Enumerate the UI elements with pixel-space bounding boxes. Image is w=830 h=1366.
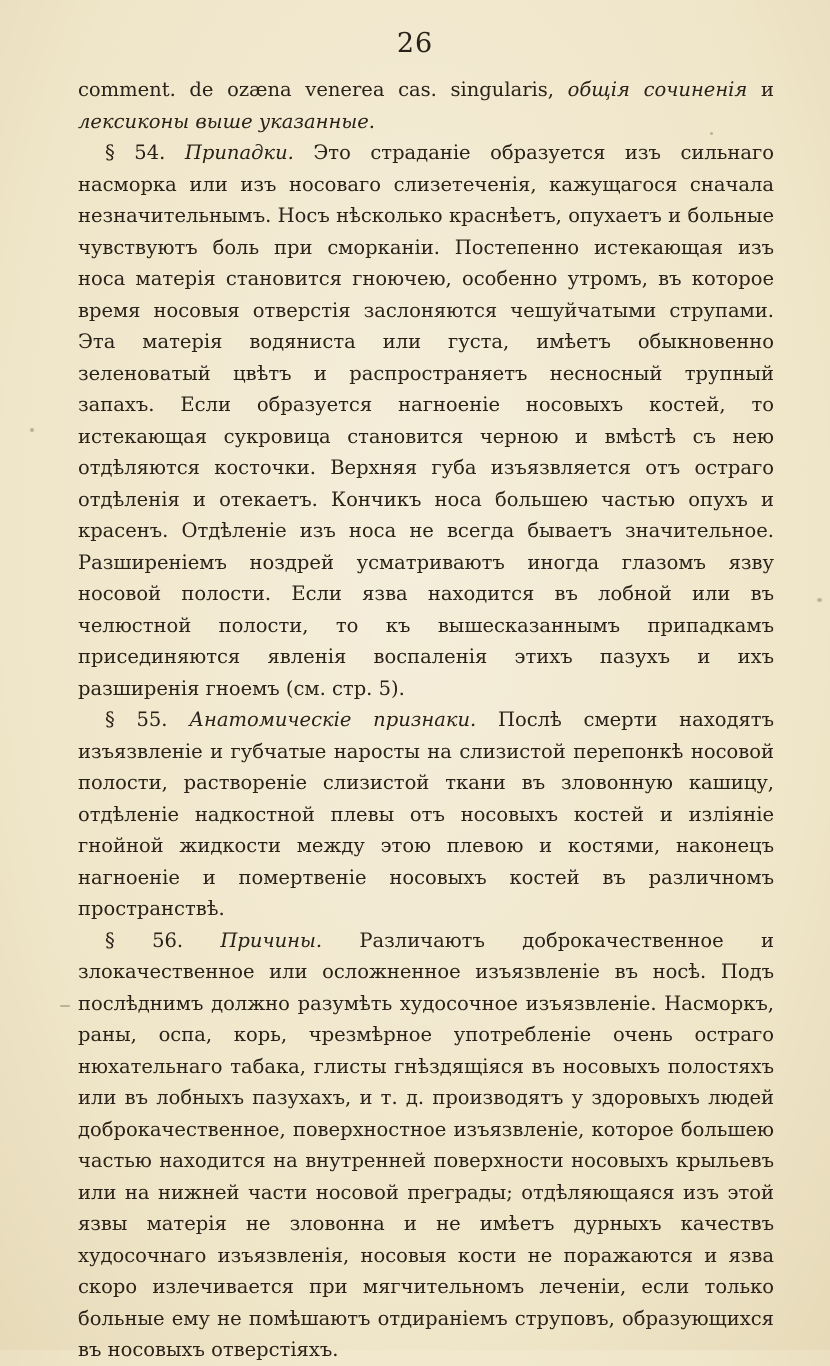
section-55-number: § 55. — [105, 708, 190, 731]
body-text — [78, 74, 774, 1366]
page-number: 26 — [396, 28, 434, 59]
paragraph-section-56 — [78, 925, 774, 1366]
paragraph-section-54 — [78, 137, 774, 704]
section-54-text: Это страданіе образуется изъ сильнаго насморка или изъ носоваго слизетеченія, кажущагося сначала незначительнымъ. Носъ нѣсколько краснѣетъ, опухаетъ и больные чувствуютъ боль при сморканіи. Постепенно истекающая изъ носа матерія становится гноючею, особенно утромъ, въ которое время носовыя отверстія заслоняются чешуйчатыми струпами. Эта матерія водяниста или густа, имѣетъ обыкновенно зеленоватый цвѣтъ и распространяетъ несносный трупный запахъ. Если образуется нагноеніе носовыхъ костей, то истекающая сукровица становится черною и вмѣстѣ съ нею отдѣляются косточки. Верхняя губа изъязвляется отъ остраго отдѣленія и отекаетъ. Кончикъ носа большею частью опухъ и красенъ. Отдѣленіе изъ носа не всегда бываетъ значительное. Разширеніемъ ноздрей усматриваютъ иногда глазомъ язву носовой полости. Если язва находится въ лобной или въ челюстной полости, то къ вышесказаннымъ припадкамъ присединяются явленія воспаленія этихъ пазухъ и ихъ разширенія гноемъ (см. стр. 5). — [78, 141, 774, 700]
section-54-title: Припадки. — [184, 141, 294, 164]
section-55-title: Анатомическіе признаки. — [189, 708, 477, 731]
references-italic: общія сочиненія — [567, 78, 748, 101]
paper-speck — [817, 598, 822, 602]
section-54-number: § 54. — [105, 141, 185, 164]
paper-speck — [710, 132, 713, 135]
paragraph-references — [78, 74, 774, 137]
paper-speck — [30, 428, 34, 432]
section-55-text: Послѣ смерти находятъ изъязвленіе и губчатые наросты на слизистой перепонкѣ носовой полости, раствореніе слизистой ткани въ зловонную кашицу, отдѣленіе надкостной плевы отъ носовыхъ костей и изліяніе гнойной жидкости между этою плевою и костями, наконецъ нагноеніе и помертвеніе носовыхъ костей въ различномъ пространствѣ. — [78, 708, 775, 920]
section-56-number: § 56. — [105, 928, 221, 952]
references-italic-2: лексиконы выше указанные. — [78, 109, 375, 133]
section-56-title: Причины. — [220, 928, 323, 952]
section-56-text: Различаютъ доброкачественное и злокачественное или осложненное изъязвленіе въ носѣ. Подъ послѣднимъ должно разумѣть худосочное изъязвленіе. Насморкъ, раны, оспа, корь, чрезмѣрное употребленіе очень остраго нюхательнаго табака, глисты гнѣздящіяся въ носовыхъ полостяхъ или въ лобныхъ пазухахъ, и т. д. производятъ у здоровыхъ людей доброкачественное, поверхностное изъязвленіе, которое большею частью находится на внутренней поверхности носовыхъ крыльевъ или на нижней части носовой преграды; отдѣляющаяся изъ этой язвы матерія не зловонна и не имѣетъ дурныхъ качествъ худосочнаго изъязвленія, носовыя кости не поражаются и язва скоро излечивается при мягчительномъ леченіи, если только больные ему не помѣшаютъ отдираніемъ струповъ, образующихся въ носовыхъ отверстіяхъ. — [78, 928, 774, 1361]
paper-speck — [60, 1005, 70, 1007]
references-conjunction: и — [747, 78, 774, 101]
references-text: comment. de ozæna venerea cas. singularis, — [78, 78, 568, 101]
paragraph-section-55 — [78, 704, 774, 925]
